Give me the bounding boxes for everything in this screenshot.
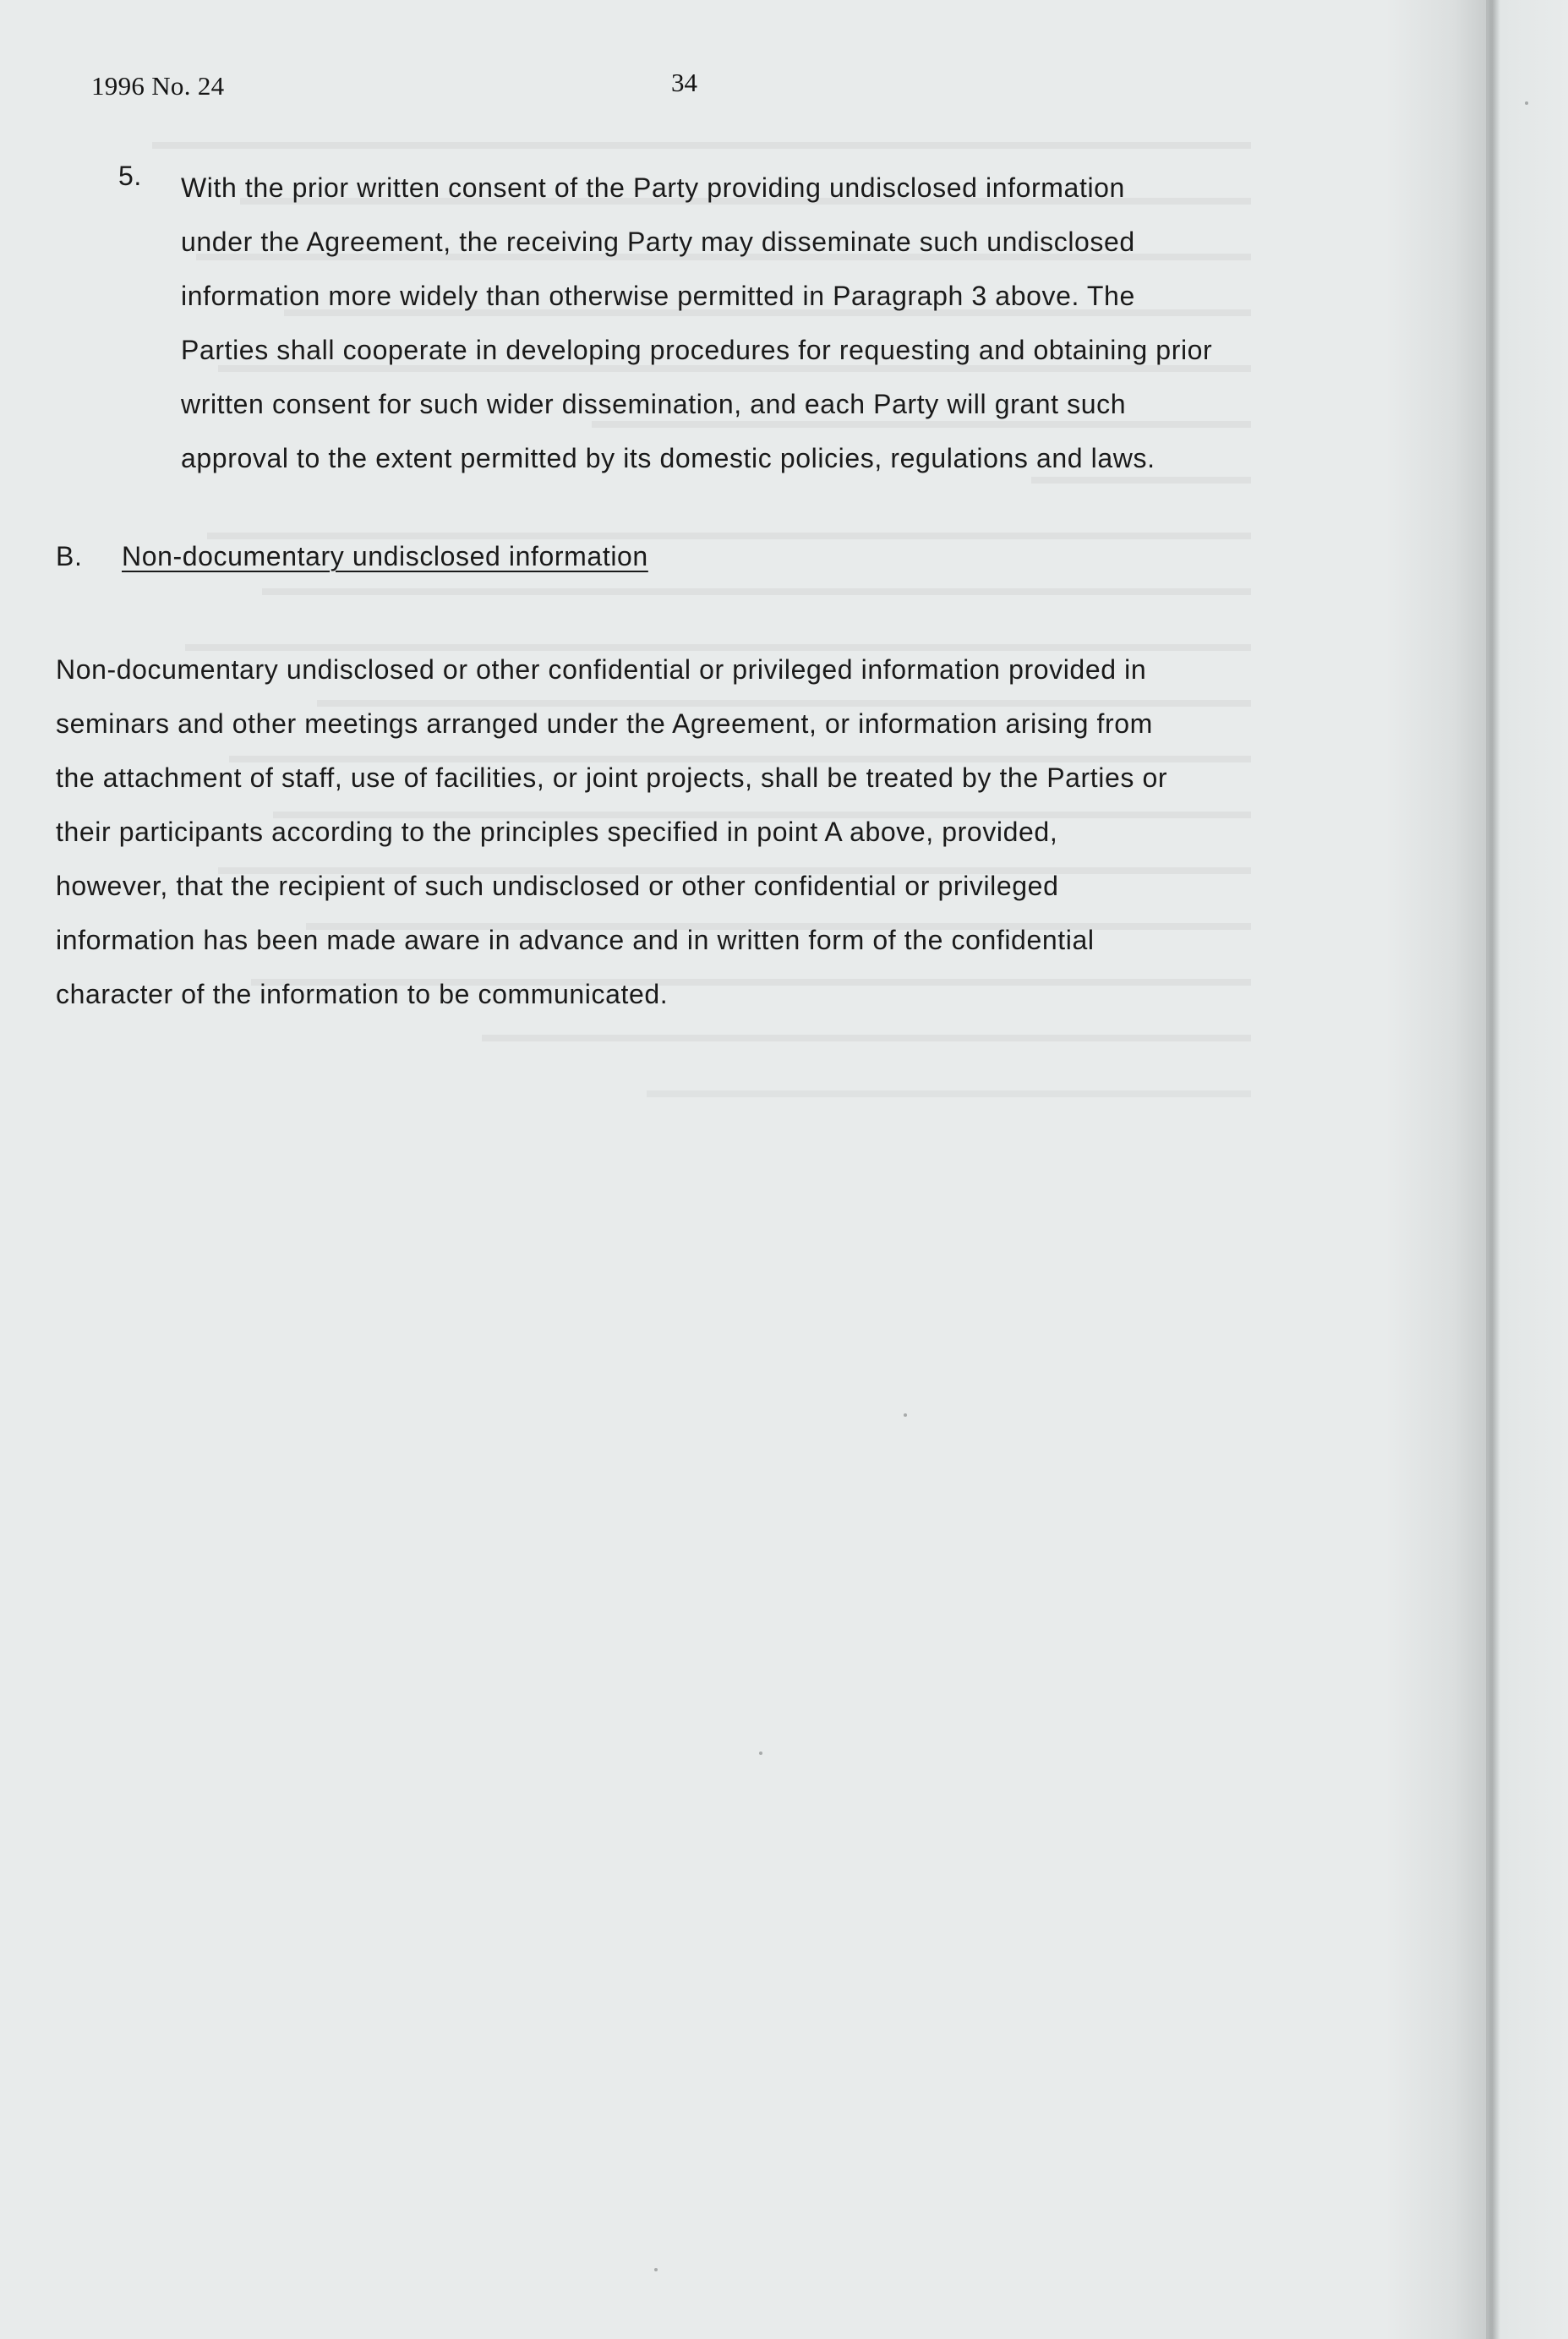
text-line: their participants according to the principles specified in point A above, provided, [56,817,1058,847]
paragraph-5-text [181,161,1212,485]
book-spine-shadow [1486,0,1491,2339]
text-line: written consent for such wider dissemination, and each Party will grant such [181,389,1127,419]
section-heading: Non-documentary undisclosed information [122,541,648,571]
paragraph-number: 5. [118,161,142,191]
section-b-paragraph [56,642,1167,1021]
paper-speck [1525,101,1528,105]
page-number: 34 [671,68,697,97]
text-line: Parties shall cooperate in developing procedures for requesting and obtaining prior [181,335,1213,365]
text-line: Non-documentary undisclosed or other confidential or privileged information provided in [56,654,1147,685]
text-line: however, that the recipient of such undisclosed or other confidential or privileged [56,871,1059,901]
section-letter: B. [56,541,83,571]
text-line: seminars and other meetings arranged under the Agreement, or information arising from [56,708,1153,739]
text-line: approval to the extent permitted by its domestic policies, regulations and laws. [181,443,1156,473]
paper-speck [759,1752,762,1755]
paper-speck [654,2268,658,2271]
text-line: under the Agreement, the receiving Party may disseminate such undisclosed [181,227,1135,257]
text-line: information has been made aware in advance and in written form of the confidential [56,925,1095,955]
text-line: With the prior written consent of the Party providing undisclosed information [181,172,1125,203]
text-line: the attachment of staff, use of facilities, or joint projects, shall be treated by the Parties or [56,762,1168,793]
text-line: character of the information to be communicated. [56,979,669,1009]
document-reference: 1996 No. 24 [91,71,225,101]
paper-speck [904,1413,907,1417]
text-line: information more widely than otherwise permitted in Paragraph 3 above. The [181,281,1135,311]
